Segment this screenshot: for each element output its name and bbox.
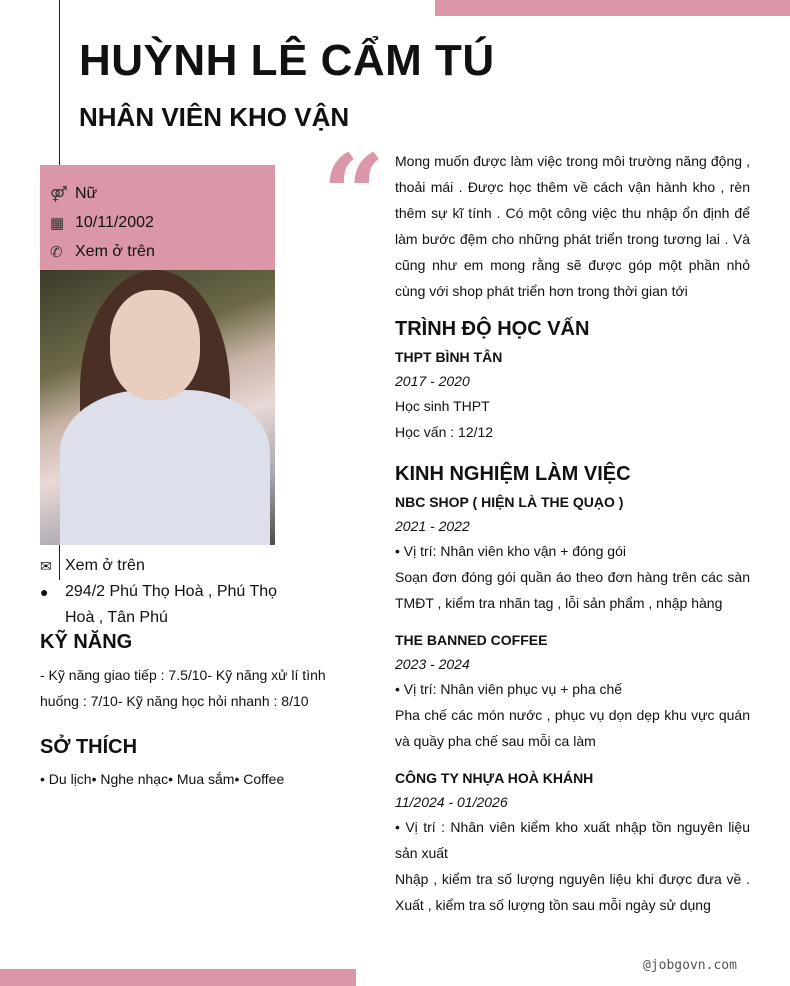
school-name: THPT BÌNH TÂN	[395, 349, 503, 365]
quote-icon: “	[322, 130, 386, 259]
top-accent-bar	[435, 0, 790, 16]
education-line: Học sinh THPT	[395, 398, 490, 414]
email-icon: ✉	[40, 558, 52, 574]
candidate-name: HUỲNH LÊ CẨM TÚ	[79, 36, 495, 85]
job-title: NHÂN VIÊN KHO VẬN	[79, 102, 350, 132]
divider-line	[59, 0, 60, 165]
job-period: 11/2024 - 01/2026	[395, 794, 508, 810]
experience-section	[395, 463, 750, 918]
phone-icon: ✆	[50, 243, 63, 261]
job-description: Pha chế các món nước , phục vụ dọn dẹp khu vực quán và quầy pha chế sau mỗi ca làm	[395, 707, 750, 749]
email: Xem ở trên	[65, 557, 145, 574]
education-period: 2017 - 2020	[395, 373, 470, 389]
hobbies-heading: SỞ THÍCH	[40, 736, 138, 758]
career-objective: Mong muốn được làm việc trong môi trường năng động , thoải mái . Được học thêm về cách vận hành kho , rèn thêm sự kĩ tính . Có một công việc thu nhập ổn định để làm bước đệm cho những phát triển trong tương lai . Và cũng như em mong rằng sẽ được góp một phần nhỏ cùng với shop phát triển hơn trong thời gian tới	[395, 153, 750, 299]
education-section	[395, 318, 750, 445]
bottom-accent-bar	[0, 969, 356, 986]
contact-info	[40, 553, 280, 631]
job-role: • Vị trí: Nhân viên kho vận + đóng gói	[395, 543, 626, 559]
job-description: Soạn đơn đóng gói quần áo theo đơn hàng trên các sàn TMĐT , kiểm tra nhãn tag , lỗi sản phẩm , nhập hàng	[395, 569, 750, 611]
date-of-birth: 10/11/2002	[75, 213, 154, 231]
job-period: 2023 - 2024	[395, 656, 470, 672]
education-heading: TRÌNH ĐỘ HỌC VẤN	[395, 318, 590, 340]
gender: Nữ	[75, 184, 98, 202]
experience-heading: KINH NGHIỆM LÀM VIỆC	[395, 463, 631, 485]
job-entry	[395, 628, 750, 754]
hobbies-text: • Du lịch• Nghe nhạc• Mua sắm• Coffee	[40, 771, 285, 787]
personal-info-box	[40, 165, 275, 270]
address: 294/2 Phú Thọ Hoà , Phú Thọ Hoà , Tân Phú	[65, 583, 278, 626]
calendar-icon: ▦	[50, 214, 65, 232]
job-entry	[395, 766, 750, 918]
watermark: @jobgovn.com	[643, 958, 737, 973]
company-name: CÔNG TY NHỰA HOÀ KHÁNH	[395, 770, 594, 786]
company-name: NBC SHOP ( HIỆN LÀ THE QUẠO )	[395, 494, 624, 510]
gender-icon: ⚤	[50, 185, 68, 203]
skills-text: - Kỹ năng giao tiếp : 7.5/10- Kỹ năng xử lí tình huống : 7/10- Kỹ năng học hỏi nhanh : 8/10	[40, 667, 326, 709]
job-entry	[395, 490, 750, 616]
job-description: Nhập , kiểm tra số lượng nguyên liệu khi được đưa về . Xuất , kiểm tra số lượng tồn sau mỗi ngày sử dụng	[395, 871, 750, 913]
education-line: Học vấn : 12/12	[395, 424, 494, 440]
phone: Xem ở trên	[75, 242, 155, 260]
job-period: 2021 - 2022	[395, 518, 470, 534]
skills-heading: KỸ NĂNG	[40, 631, 133, 653]
profile-photo	[40, 270, 275, 545]
company-name: THE BANNED COFFEE	[395, 632, 548, 648]
job-role: • Vị trí: Nhân viên phục vụ + pha chế	[395, 681, 623, 697]
job-role: • Vị trí : Nhân viên kiểm kho xuất nhập tồn nguyên liệu sản xuất	[395, 819, 750, 861]
location-pin-icon: ●	[40, 584, 49, 600]
